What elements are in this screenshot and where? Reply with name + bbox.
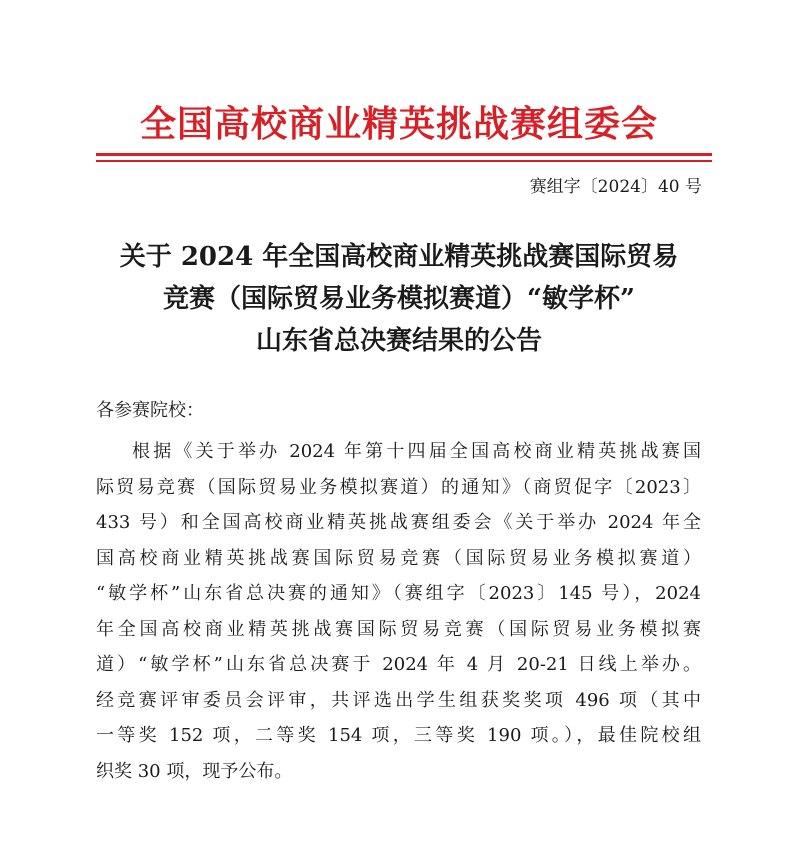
body-line: 经竞赛评审委员会评审，共评选出学生组获奖奖项 496 项（其中: [96, 689, 701, 711]
body-line: 根据《关于举办 2024 年第十四届全国高校商业精英挑战赛国: [132, 441, 701, 462]
red-header-rule-thick: [96, 153, 712, 156]
body-line: 一等奖 152 项，二等奖 154 项，三等奖 190 项。），最佳院校组: [96, 725, 701, 746]
notice-title-line: 关于 2024 年全国高校商业精英挑战赛国际贸易: [119, 242, 679, 272]
body-line: 国高校商业精英挑战赛国际贸易竞赛（国际贸易业务模拟赛道）: [96, 547, 701, 569]
body-line: 织奖 30 项，现予公布。: [96, 760, 293, 782]
salutation: 各参赛院校：: [96, 400, 204, 421]
body-line: 际贸易竞赛（国际贸易业务模拟赛道）的通知》（商贸促字〔2023〕: [96, 476, 701, 498]
notice-title-line: 竞赛（国际贸易业务模拟赛道）“敏学杯”: [163, 284, 635, 314]
red-header-rule-thin: [96, 160, 712, 162]
body-line: “敏学杯”山东省总决赛的通知》（赛组字〔2023〕145 号），2024: [96, 583, 701, 604]
body-line: 年全国高校商业精英挑战赛国际贸易竞赛（国际贸易业务模拟赛: [96, 618, 701, 640]
notice-title-line: 山东省总决赛结果的公告: [255, 326, 542, 356]
body-paragraph: [96, 434, 701, 789]
body-line: 道）“敏学杯”山东省总决赛于 2024 年 4 月 20-21 日线上举办。: [96, 654, 701, 675]
notice-title: [60, 236, 738, 362]
organization-title: 全国高校商业精英挑战赛组委会: [139, 103, 658, 145]
body-line: 433 号）和全国高校商业精英挑战赛组委会《关于举办 2024 年全: [96, 512, 701, 533]
document-number: 赛组字〔2024〕40 号: [529, 177, 702, 197]
